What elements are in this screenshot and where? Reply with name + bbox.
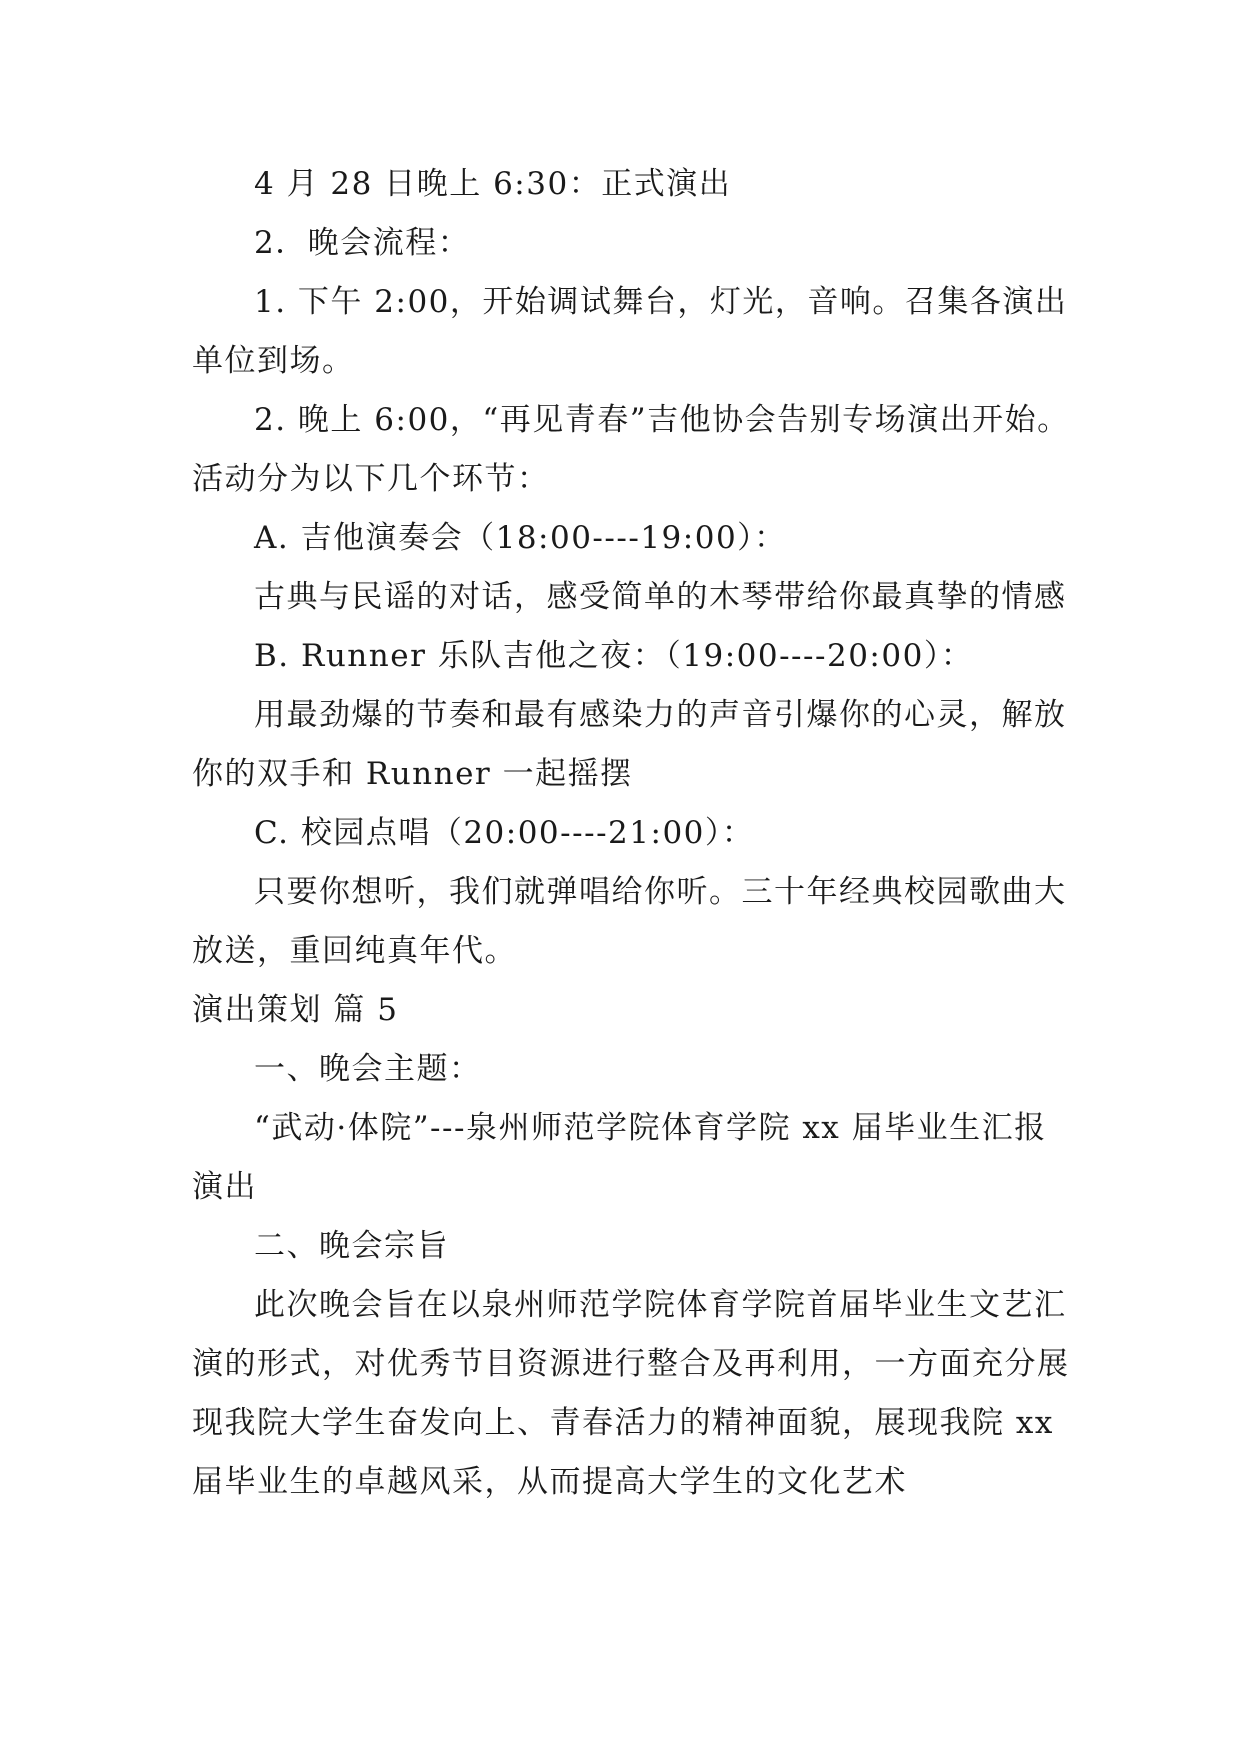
paragraph-flow-title: 2．晚会流程： [254,225,471,261]
paragraph-theme-content: “武动·体院”---泉州师范学院体育学院 xx 届毕业生汇报演出 [192,1110,1047,1205]
paragraph-performance-time: 4 月 28 日晚上 6:30：正式演出 [254,166,732,202]
paragraph-segment-b-title: B. Runner 乐队吉他之夜：（19:00----20:00）： [254,638,974,674]
paragraph-segment-a-title: A. 吉他演奏会（18:00----19:00）： [254,520,787,556]
paragraph-purpose-content: 此次晚会旨在以泉州师范学院体育学院首届毕业生文艺汇演的形式，对优秀节目资源进行整合及再利用，一方面充分展现我院大学生奋发向上、青春活力的精神面貌，展现我院 xx 届毕业生的卓越风采，从而提高大学生的文化艺术 [192,1287,1070,1500]
paragraph-segment-a-desc: 古典与民谣的对话，感受简单的木琴带给你最真挚的情感 [254,579,1067,615]
paragraph-flow-step-2: 2. 晚上 6:00，“再见青春”吉他协会告别专场演出开始。活动分为以下几个环节： [192,402,1070,497]
paragraph-segment-c-title: C. 校园点唱（20:00----21:00）： [254,815,755,851]
paragraph-segment-c-desc: 只要你想听，我们就弹唱给你听。三十年经典校园歌曲大放送，重回纯真年代。 [192,874,1067,969]
document-body [192,155,1072,1512]
paragraph-purpose-title: 二、晚会宗旨 [254,1228,449,1264]
paragraph-theme-title: 一、晚会主题： [254,1051,482,1087]
section-heading: 演出策划 篇 5 [192,992,399,1028]
paragraph-segment-b-desc: 用最劲爆的节奏和最有感染力的声音引爆你的心灵，解放你的双手和 Runner 一起摇摆 [192,697,1067,792]
paragraph-flow-step-1: 1. 下午 2:00，开始调试舞台，灯光，音响。召集各演出单位到场。 [192,284,1068,379]
